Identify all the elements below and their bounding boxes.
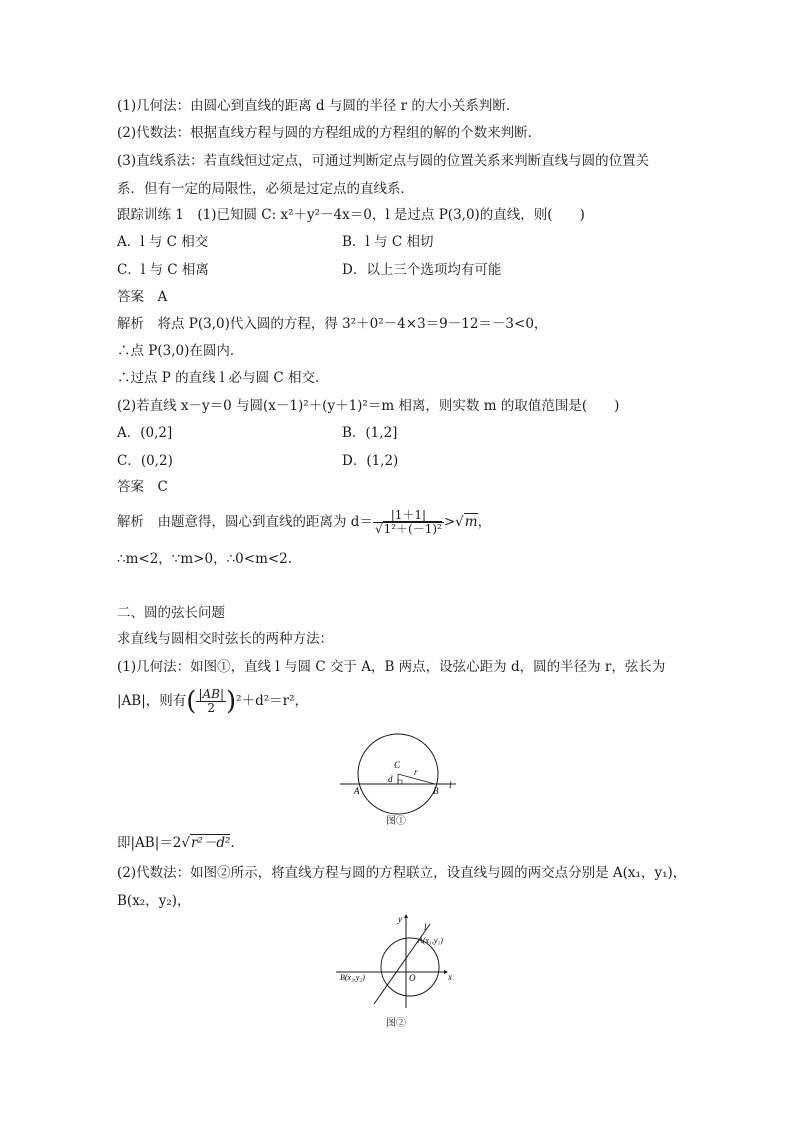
fraction-denominator: √1²＋(－1)² bbox=[374, 522, 442, 536]
chord-length-formula bbox=[117, 834, 235, 852]
solution-prefix: 解析 由题意得，圆心到直线的距离为 d＝ bbox=[117, 514, 373, 530]
section-intro: 求直线与圆相交时弦长的两种方法： bbox=[117, 631, 333, 647]
exercise2-option-a: A．(0,2] bbox=[117, 425, 173, 441]
method-line-system-2: 系．但有一定的局限性，必须是过定点的直线系． bbox=[117, 181, 414, 197]
exercise2-solution-1 bbox=[117, 508, 491, 536]
exercise1-solution-1: 解析 将点 P(3,0)代入圆的方程，得 3²＋0²－4×3＝9－12＝－3<0， bbox=[117, 316, 548, 332]
method-algebraic: (2)代数法：根据直线方程与圆的方程组成的方程组的解的个数来判断． bbox=[117, 125, 542, 141]
label-r: r bbox=[414, 767, 418, 777]
exercise2-option-d: D．(1,2) bbox=[342, 453, 399, 469]
formula-prefix: 即|AB|＝2 bbox=[117, 835, 182, 851]
exercise1-answer: 答案 A bbox=[117, 289, 168, 305]
label-a: A bbox=[354, 786, 360, 796]
fraction-numerator: |1＋1| bbox=[373, 509, 444, 523]
exercise1-solution-3: ∴过点 P 的直线 l 必与圆 C 相交． bbox=[117, 370, 329, 386]
fraction-denominator: 2 bbox=[207, 701, 216, 715]
label-l: l bbox=[449, 780, 452, 790]
y-axis-arrow bbox=[404, 914, 408, 918]
label-x: x bbox=[448, 972, 452, 982]
exercise2-solution-2: ∴m<2，∵m>0，∴0<m<2. bbox=[117, 551, 293, 567]
exercise1-option-d: D．以上三个选项均有可能 bbox=[342, 262, 502, 278]
exercise2-answer: 答案 C bbox=[117, 479, 168, 495]
exercise1-option-c: C．l 与 C 相离 bbox=[117, 262, 209, 278]
geometric-method-1: (1)几何法：如图①，直线 l 与圆 C 交于 A，B 两点，设弦心距为 d，圆的半径为 r，弦长为 bbox=[117, 659, 666, 675]
geometric-method-2: |AB|，则有( $\frac{|AB|}{2}$ )²＋d²＝r²， bbox=[117, 686, 309, 717]
exercise1-option-b: B．l 与 C 相切 bbox=[342, 234, 434, 250]
method-geometric: (1)几何法：由圆心到直线的距离 d 与圆的半径 r 的大小关系判断． bbox=[117, 98, 520, 114]
algebraic-method-2: B(x₂，y₂)， bbox=[117, 893, 191, 909]
exercise1-solution-2: ∴点 P(3,0)在圆内． bbox=[117, 343, 244, 359]
label-c: C bbox=[394, 760, 401, 770]
label-b: B bbox=[433, 786, 439, 796]
figure-1-caption: 图① bbox=[386, 816, 406, 827]
figure-2-coordinate-circle bbox=[332, 910, 460, 1012]
algebraic-method-1: (2)代数法：如图②所示，将直线方程与圆的方程联立，设直线与圆的两交点分别是 A(x₁，y₁)， bbox=[117, 865, 687, 881]
label-origin: O bbox=[409, 973, 416, 983]
right-angle-mark bbox=[398, 780, 402, 784]
sqrt-formula: √r²－d² bbox=[181, 835, 231, 851]
label-y: y bbox=[398, 914, 402, 924]
ab-prefix: |AB|，则有 bbox=[117, 693, 187, 709]
label-d: d bbox=[388, 774, 393, 784]
exercise1-option-a: A．l 与 C 相交 bbox=[117, 234, 209, 250]
comma: ， bbox=[477, 514, 492, 530]
exercise2-question: (2)若直线 x－y＝0 与圆(x－1)²＋(y＋1)²＝m 相离，则实数 m 的取值范围是( ) bbox=[117, 398, 620, 414]
section-heading: 二、圆的弦长问题 bbox=[117, 605, 225, 621]
label-point-b: B(x₂,y₂) bbox=[340, 973, 365, 982]
exercise2-option-b: B．(1,2] bbox=[342, 425, 398, 441]
label-l: l bbox=[424, 922, 427, 932]
period: . bbox=[230, 835, 235, 851]
exercise1-question: 跟踪训练 1 (1)已知圆 C: x²＋y²－4x＝0，l 是过点 P(3,0)的直线，则( ) bbox=[117, 207, 585, 223]
half-chord-fraction bbox=[196, 688, 226, 715]
figure-2-caption: 图② bbox=[386, 1018, 406, 1029]
label-point-a: A(x₁,y₁) bbox=[418, 936, 443, 945]
method-line-system-1: (3)直线系法：若直线恒过定点，可通过判断定点与圆的位置关系来判断直线与圆的位置关 bbox=[117, 153, 650, 169]
greater-than: > bbox=[443, 514, 456, 530]
exercise2-option-c: C．(0,2) bbox=[117, 453, 173, 469]
sqrt-m: √m bbox=[455, 514, 478, 530]
circle bbox=[381, 938, 439, 996]
distance-fraction bbox=[373, 509, 444, 536]
formula-suffix: ²＋d²＝r²， bbox=[236, 693, 309, 709]
fraction-numerator: |AB| bbox=[198, 687, 225, 701]
